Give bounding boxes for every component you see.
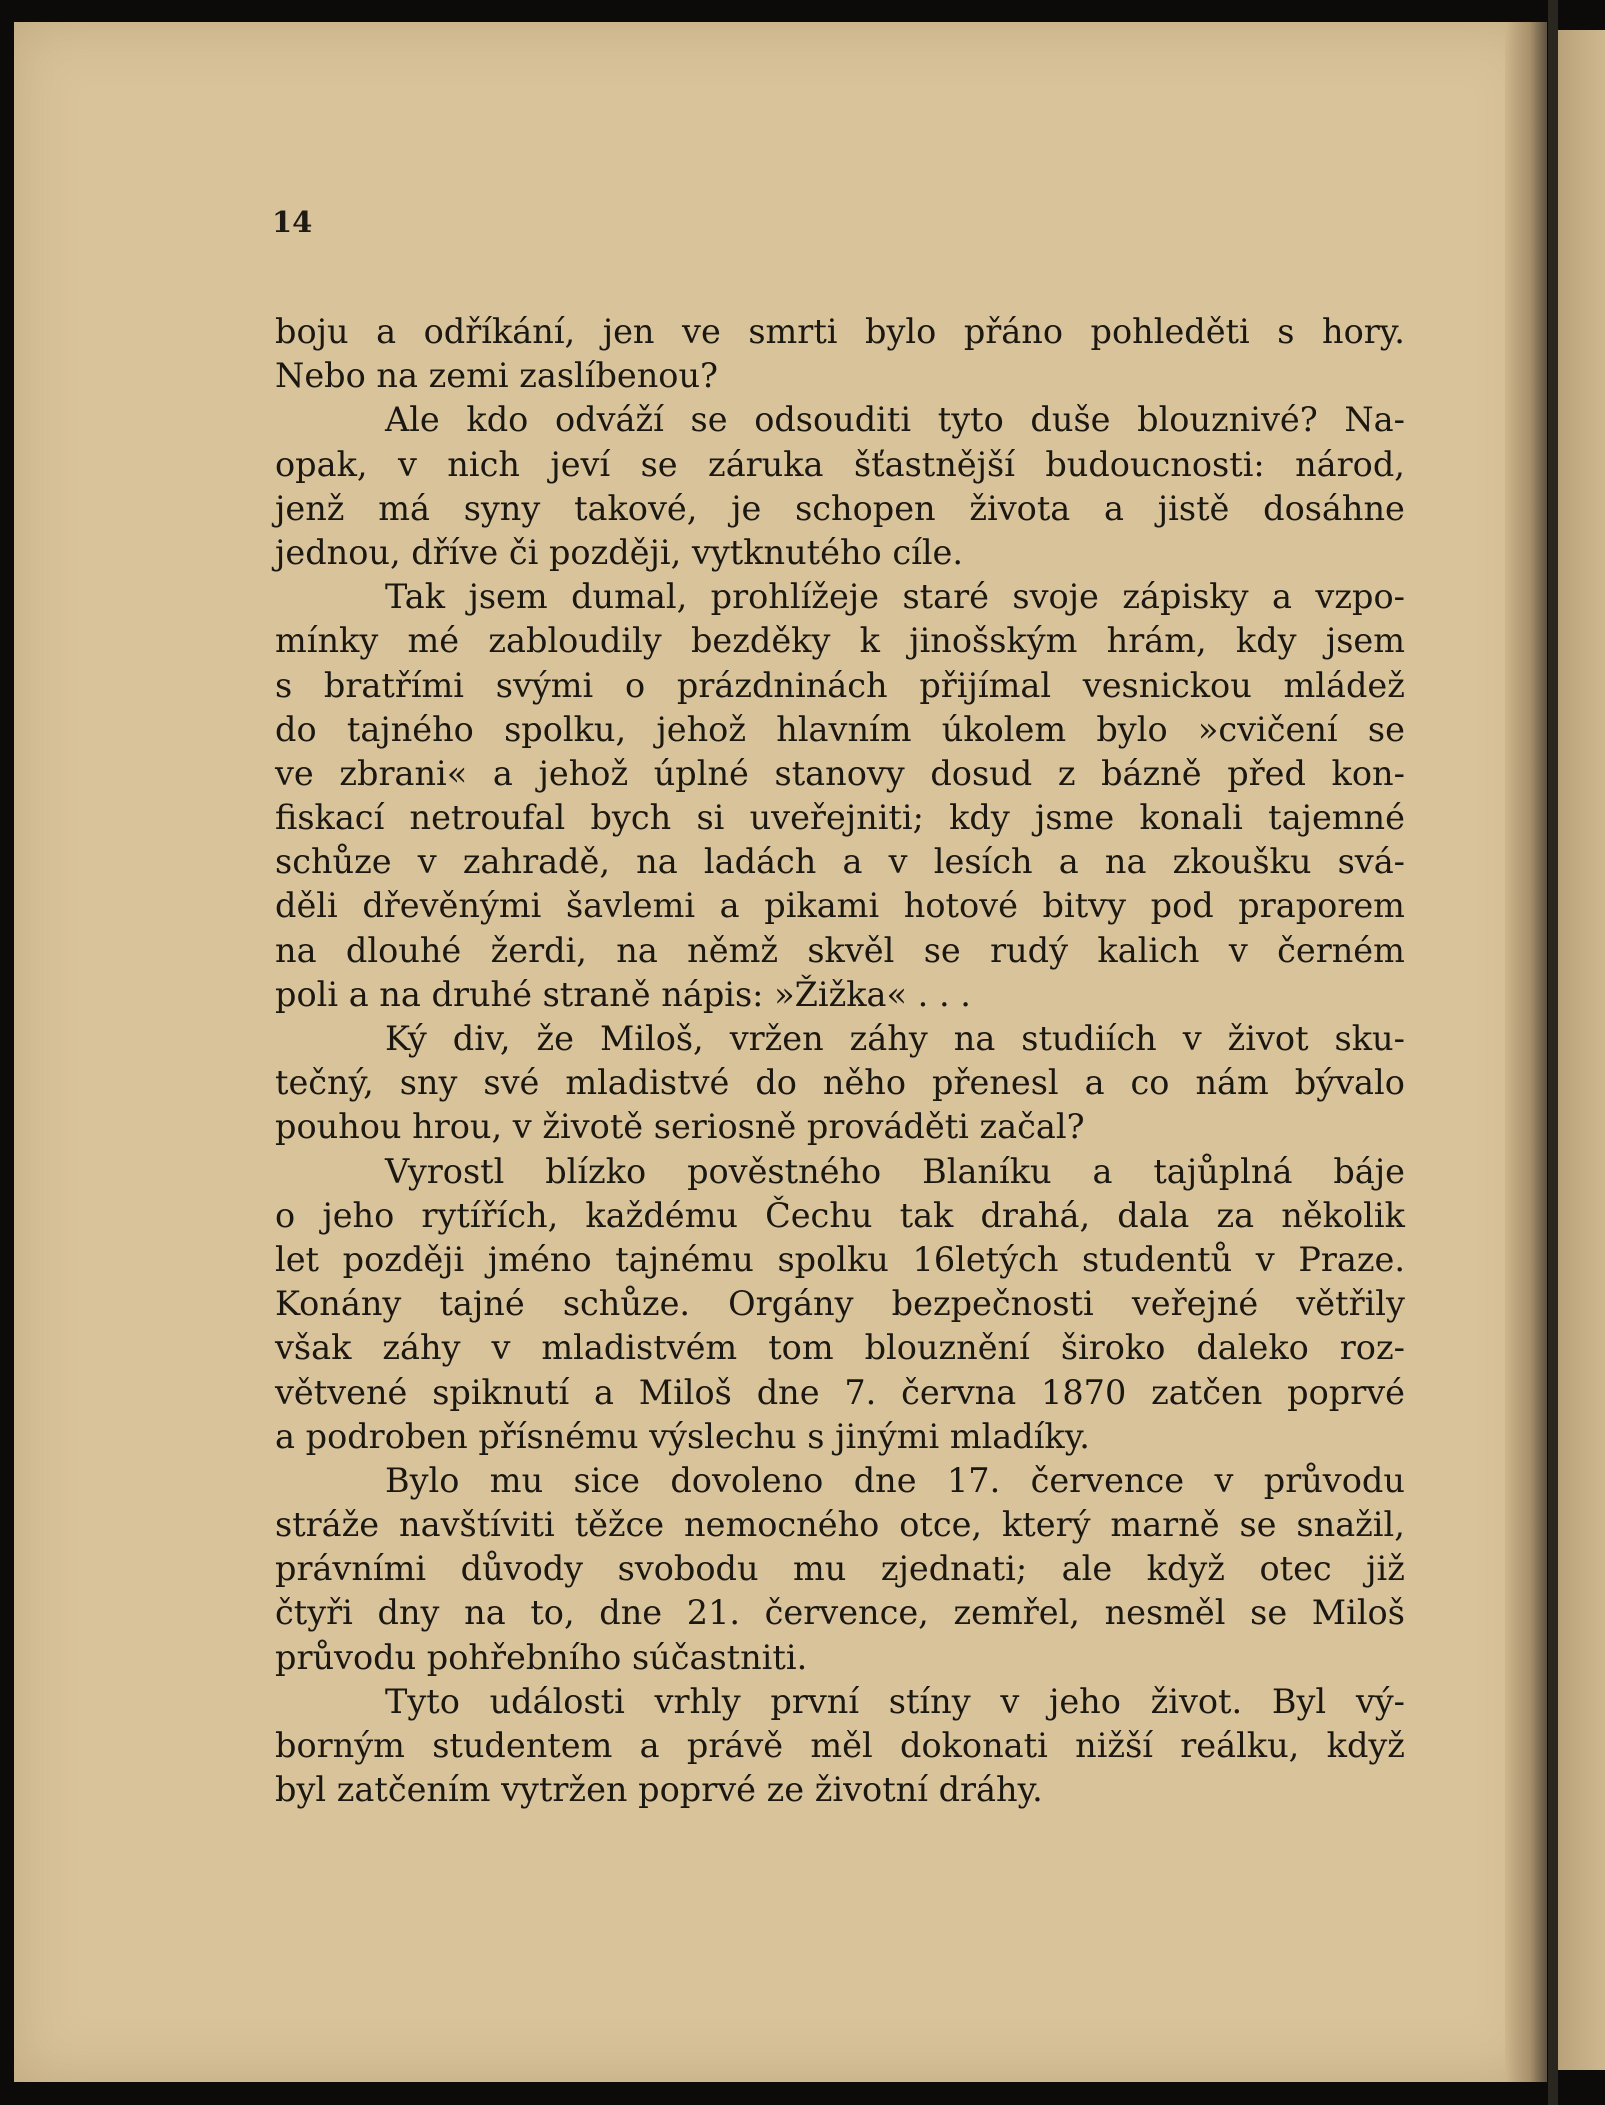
text-line: Nebo na zemi zaslíbenou? <box>275 356 718 396</box>
text-line: ve zbrani« a jehož úplné stanovy dosud z bázně před kon- <box>275 753 1405 793</box>
text-line: tečný, sny své mladistvé do něho přenesl a co nám bývalo <box>275 1063 1405 1103</box>
text-line: schůze v zahradě, na ladách a v lesích a na zkoušku svá- <box>275 842 1405 882</box>
spine-shadow <box>1505 22 1547 2082</box>
text-line: Konány tajné schůze. Orgány bezpečnosti veřejné větřily <box>275 1284 1405 1324</box>
facing-page-edge <box>1558 30 1605 2070</box>
text-line: byl zatčením vytržen poprvé ze životní dráhy. <box>275 1770 1043 1810</box>
text-line: mínky mé zabloudily bezděky k jinošským hrám, kdy jsem <box>275 621 1405 661</box>
text-line: let později jméno tajnému spolku 16letých studentů v Praze. <box>275 1239 1405 1279</box>
text-line: pouhou hrou, v životě seriosně prováděti začal? <box>275 1107 1085 1147</box>
text-line: o jeho rytířích, každému Čechu tak drahá, dala za několik <box>275 1195 1405 1235</box>
text-line: Tyto události vrhly první stíny v jeho život. Byl vý- <box>385 1681 1405 1721</box>
text-line: děli dřevěnými šavlemi a pikami hotové bitvy pod praporem <box>275 886 1405 926</box>
text-line: větvené spiknutí a Miloš dne 7. června 1870 zatčen poprvé <box>275 1372 1405 1412</box>
text-line: a podroben přísnému výslechu s jinými mladíky. <box>275 1416 1090 1456</box>
text-line: Vyrostl blízko pověstného Blaníku a tajůplná báje <box>385 1151 1405 1191</box>
body-text <box>275 310 1405 1812</box>
text-line: jenž má syny takové, je schopen života a jistě dosáhne <box>275 488 1405 528</box>
text-line: jednou, dříve či později, vytknutého cíle. <box>275 532 964 572</box>
text-line: borným studentem a právě měl dokonati nižší reálku, když <box>275 1726 1405 1765</box>
text-line: na dlouhé žerdi, na němž skvěl se rudý kalich v černém <box>275 930 1405 970</box>
text-line: právními důvody svobodu mu zjednati; ale když otec již <box>275 1549 1405 1589</box>
text-line: Ale kdo odváží se odsouditi tyto duše blouznivé? Na- <box>385 400 1405 440</box>
page-number: 14 <box>272 205 313 239</box>
text-line: však záhy v mladistvém tom blouznění široko daleko roz- <box>275 1328 1405 1368</box>
text-line: Ký div, že Miloš, vržen záhy na studiích v život sku- <box>385 1019 1405 1058</box>
text-line: opak, v nich jeví se záruka šťastnější budoucnosti: národ, <box>275 444 1405 484</box>
book-spine <box>1548 0 1558 2105</box>
text-line: Tak jsem dumal, prohlížeje staré svoje zápisky a vzpo- <box>385 577 1405 617</box>
text-line: fiskací netroufal bych si uveřejniti; kdy jsme konali tajemné <box>275 798 1405 838</box>
text-line: průvodu pohřebního súčastniti. <box>275 1637 808 1677</box>
text-line: poli a na druhé straně nápis: »Žižka« . . . <box>275 974 971 1014</box>
text-line: stráže navštíviti těžce nemocného otce, který marně se snažil, <box>275 1505 1405 1545</box>
text-line: čtyři dny na to, dne 21. července, zemřel, nesměl se Miloš <box>275 1593 1405 1633</box>
text-line: s bratřími svými o prázdninách přijímal vesnickou mládež <box>275 665 1405 705</box>
text-line: boju a odříkání, jen ve smrti bylo přáno pohleděti s hory. <box>275 312 1405 351</box>
text-line: do tajného spolku, jehož hlavním úkolem bylo »cvičení se <box>275 709 1405 749</box>
text-line: Bylo mu sice dovoleno dne 17. července v průvodu <box>385 1460 1405 1500</box>
